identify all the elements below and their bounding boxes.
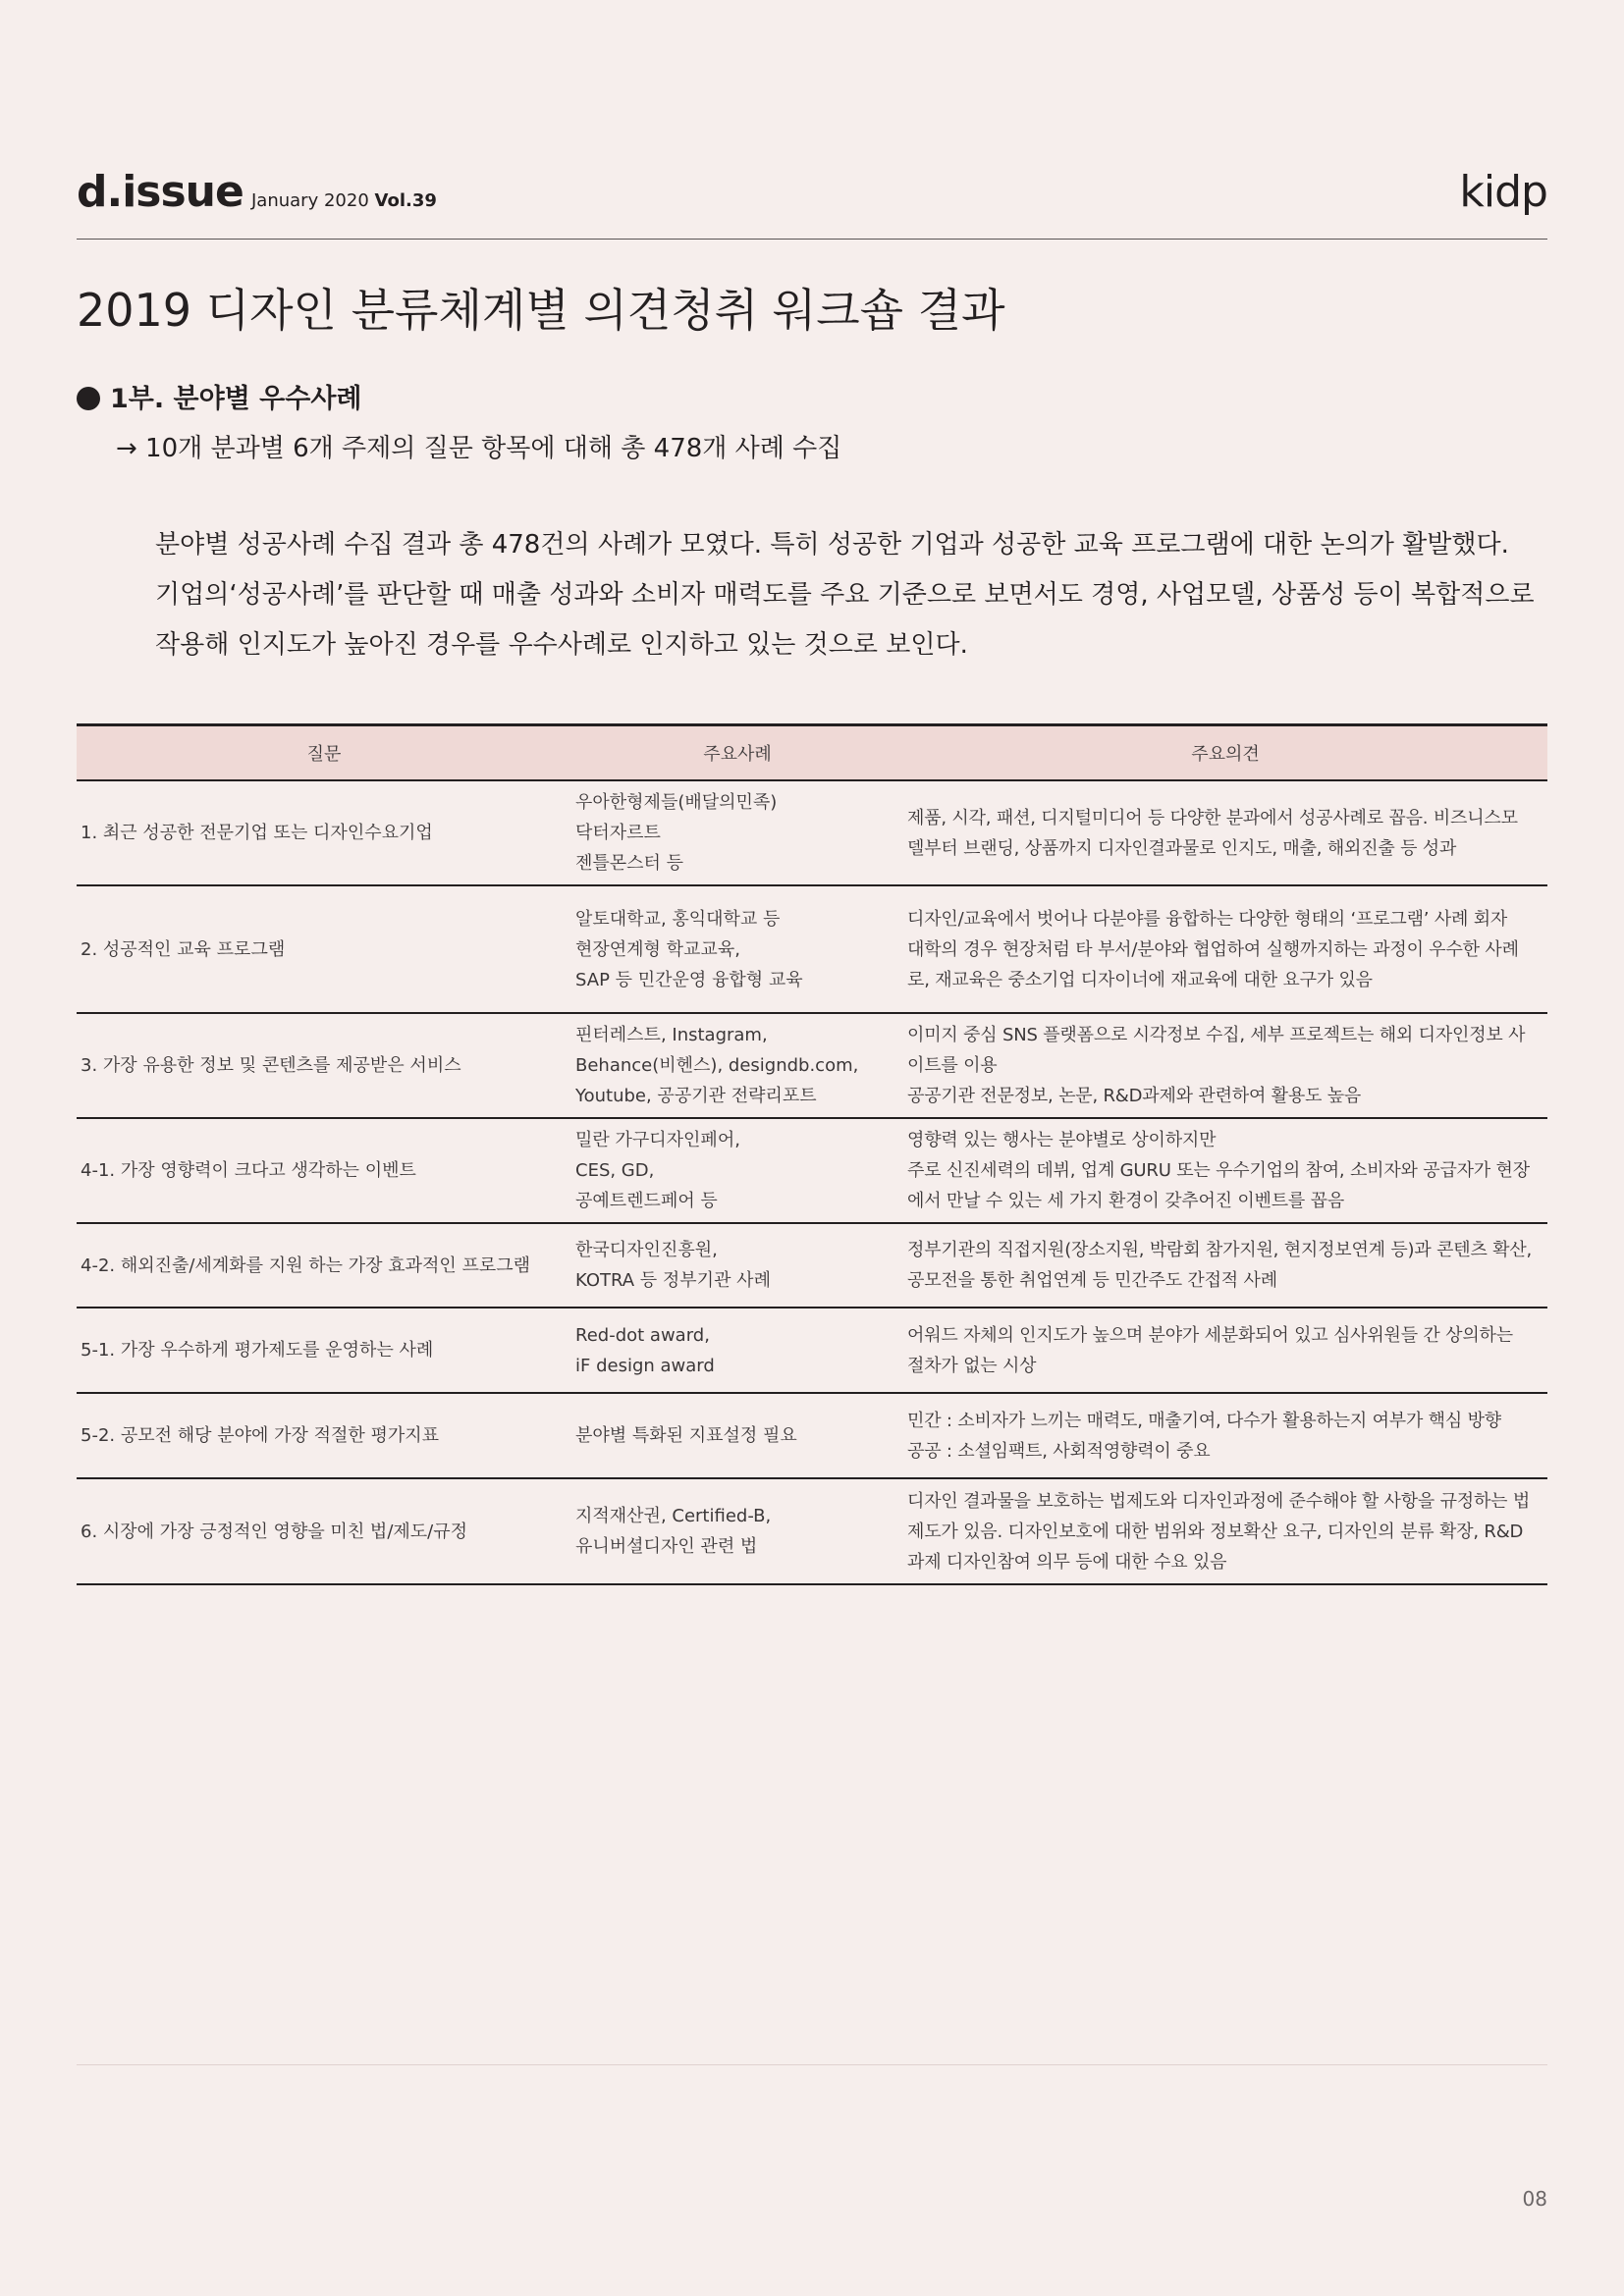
question-cell: 1. 최근 성공한 전문기업 또는 디자인수요기업 <box>77 780 571 885</box>
footer-divider <box>77 2064 1547 2065</box>
bullet-icon <box>77 387 100 410</box>
table-row <box>77 885 1547 1013</box>
page-header <box>77 167 1547 240</box>
question-cell: 5-2. 공모전 해당 분야에 가장 적절한 평가지표 <box>77 1393 571 1478</box>
table-row <box>77 1223 1547 1308</box>
table-row <box>77 1013 1547 1118</box>
section-heading <box>77 377 362 415</box>
paragraph-line: 작용해 인지도가 높아진 경우를 우수사례로 인지하고 있는 것으로 보인다. <box>155 630 968 660</box>
question-cell: 4-1. 가장 영향력이 크다고 생각하는 이벤트 <box>77 1118 571 1223</box>
opinions-cell: 이미지 중심 SNS 플랫폼으로 시각정보 수집, 세부 프로젝트는 해외 디자인정보 사 이트를 이용 공공기관 전문정보, 논문, R&D과제와 관련하여 활용도 높음 <box>903 1013 1547 1118</box>
cases-cell: 지적재산권, Certified-B, 유니버셜디자인 관련 법 <box>571 1478 903 1584</box>
table-header-row <box>77 725 1547 781</box>
cases-cell: 우아한형제들(배달의민족) 닥터자르트 젠틀몬스터 등 <box>571 780 903 885</box>
cases-cell: 핀터레스트, Instagram, Behance(비헨스), designdb.com, Youtube, 공공기관 전략리포트 <box>571 1013 903 1118</box>
brand-logo: d.issue <box>77 167 244 217</box>
opinions-cell: 정부기관의 직접지원(장소지원, 박람회 참가지원, 현지정보연계 등)과 콘텐츠 확산, 공모전을 통한 취업연계 등 민간주도 간접적 사례 <box>903 1223 1547 1308</box>
table-row <box>77 1478 1547 1584</box>
opinions-cell: 디자인/교육에서 벗어나 다분야를 융합하는 다양한 형태의 ‘프로그램’ 사례 회자 대학의 경우 현장처럼 타 부서/분야와 협업하여 실행까지하는 과정이 우수한 사례 로, 재교육은 중소기업 디자이너에 재교육에 대한 요구가 있음 <box>903 885 1547 1013</box>
table-row <box>77 1308 1547 1393</box>
cases-cell: Red-dot award, iF design award <box>571 1308 903 1393</box>
paragraph-line: 기업의‘성공사례’를 판단할 때 매출 성과와 소비자 매력도를 주요 기준으로 보면서도 경영, 사업모델, 상품성 등이 복합적으로 <box>155 580 1535 610</box>
paragraph-line: 분야별 성공사례 수집 결과 총 478건의 사례가 모였다. 특히 성공한 기업과 성공한 교육 프로그램에 대한 논의가 활발했다. <box>155 530 1509 560</box>
opinions-cell: 어워드 자체의 인지도가 높으며 분야가 세분화되어 있고 심사위원들 간 상의하는 절차가 없는 시상 <box>903 1308 1547 1393</box>
table-row <box>77 1118 1547 1223</box>
table-row <box>77 1393 1547 1478</box>
cases-cell: 밀란 가구디자인페어, CES, GD, 공예트렌드페어 등 <box>571 1118 903 1223</box>
cases-cell: 알토대학교, 홍익대학교 등 현장연계형 학교교육, SAP 등 민간운영 융합형 교육 <box>571 885 903 1013</box>
table-row <box>77 780 1547 885</box>
header-divider <box>77 239 1547 240</box>
issue-volume: Vol.39 <box>374 190 437 211</box>
section-heading-text: 1부. 분야별 우수사례 <box>110 384 362 414</box>
cases-cell: 한국디자인진흥원, KOTRA 등 정부기관 사례 <box>571 1223 903 1308</box>
publisher-logo: kidp <box>1459 167 1547 217</box>
opinions-cell: 제품, 시각, 패션, 디지털미디어 등 다양한 분과에서 성공사례로 꼽음. 비즈니스모 델부터 브랜딩, 상품까지 디자인결과물로 인지도, 매출, 해외진출 등 성과 <box>903 780 1547 885</box>
question-cell: 3. 가장 유용한 정보 및 콘텐츠를 제공받은 서비스 <box>77 1013 571 1118</box>
header-question: 질문 <box>77 725 571 781</box>
cases-cell: 분야별 특화된 지표설정 필요 <box>571 1393 903 1478</box>
section-summary: → 10개 분과별 6개 주제의 질문 항목에 대해 총 478개 사례 수집 <box>116 434 842 463</box>
cases-table <box>77 723 1547 1585</box>
opinions-cell: 영향력 있는 행사는 분야별로 상이하지만 주로 신진세력의 데뷔, 업계 GURU 또는 우수기업의 참여, 소비자와 공급자가 현장 에서 만날 수 있는 세 가지 환경이 갖추어진 이벤트를 꼽음 <box>903 1118 1547 1223</box>
header-cases: 주요사례 <box>571 725 903 781</box>
issue-date: January 2020 <box>251 190 369 211</box>
question-cell: 2. 성공적인 교육 프로그램 <box>77 885 571 1013</box>
header-opinions: 주요의견 <box>903 725 1547 781</box>
question-cell: 6. 시장에 가장 긍정적인 영향을 미친 법/제도/규정 <box>77 1478 571 1584</box>
question-cell: 4-2. 해외진출/세계화를 지원 하는 가장 효과적인 프로그램 <box>77 1223 571 1308</box>
body-paragraph <box>155 520 1549 670</box>
page-number: 08 <box>1522 2187 1547 2211</box>
issue-info <box>251 190 437 211</box>
opinions-cell: 민간 : 소비자가 느끼는 매력도, 매출기여, 다수가 활용하는지 여부가 핵심 방향 공공 : 소셜임팩트, 사회적영향력이 중요 <box>903 1393 1547 1478</box>
question-cell: 5-1. 가장 우수하게 평가제도를 운영하는 사례 <box>77 1308 571 1393</box>
opinions-cell: 디자인 결과물을 보호하는 법제도와 디자인과정에 준수해야 할 사항을 규정하는 법 제도가 있음. 디자인보호에 대한 범위와 정보확산 요구, 디자인의 분류 확장, R&D 과제 디자인참여 의무 등에 대한 수요 있음 <box>903 1478 1547 1584</box>
page-title: 2019 디자인 분류체계별 의견청취 워크숍 결과 <box>77 284 1005 337</box>
